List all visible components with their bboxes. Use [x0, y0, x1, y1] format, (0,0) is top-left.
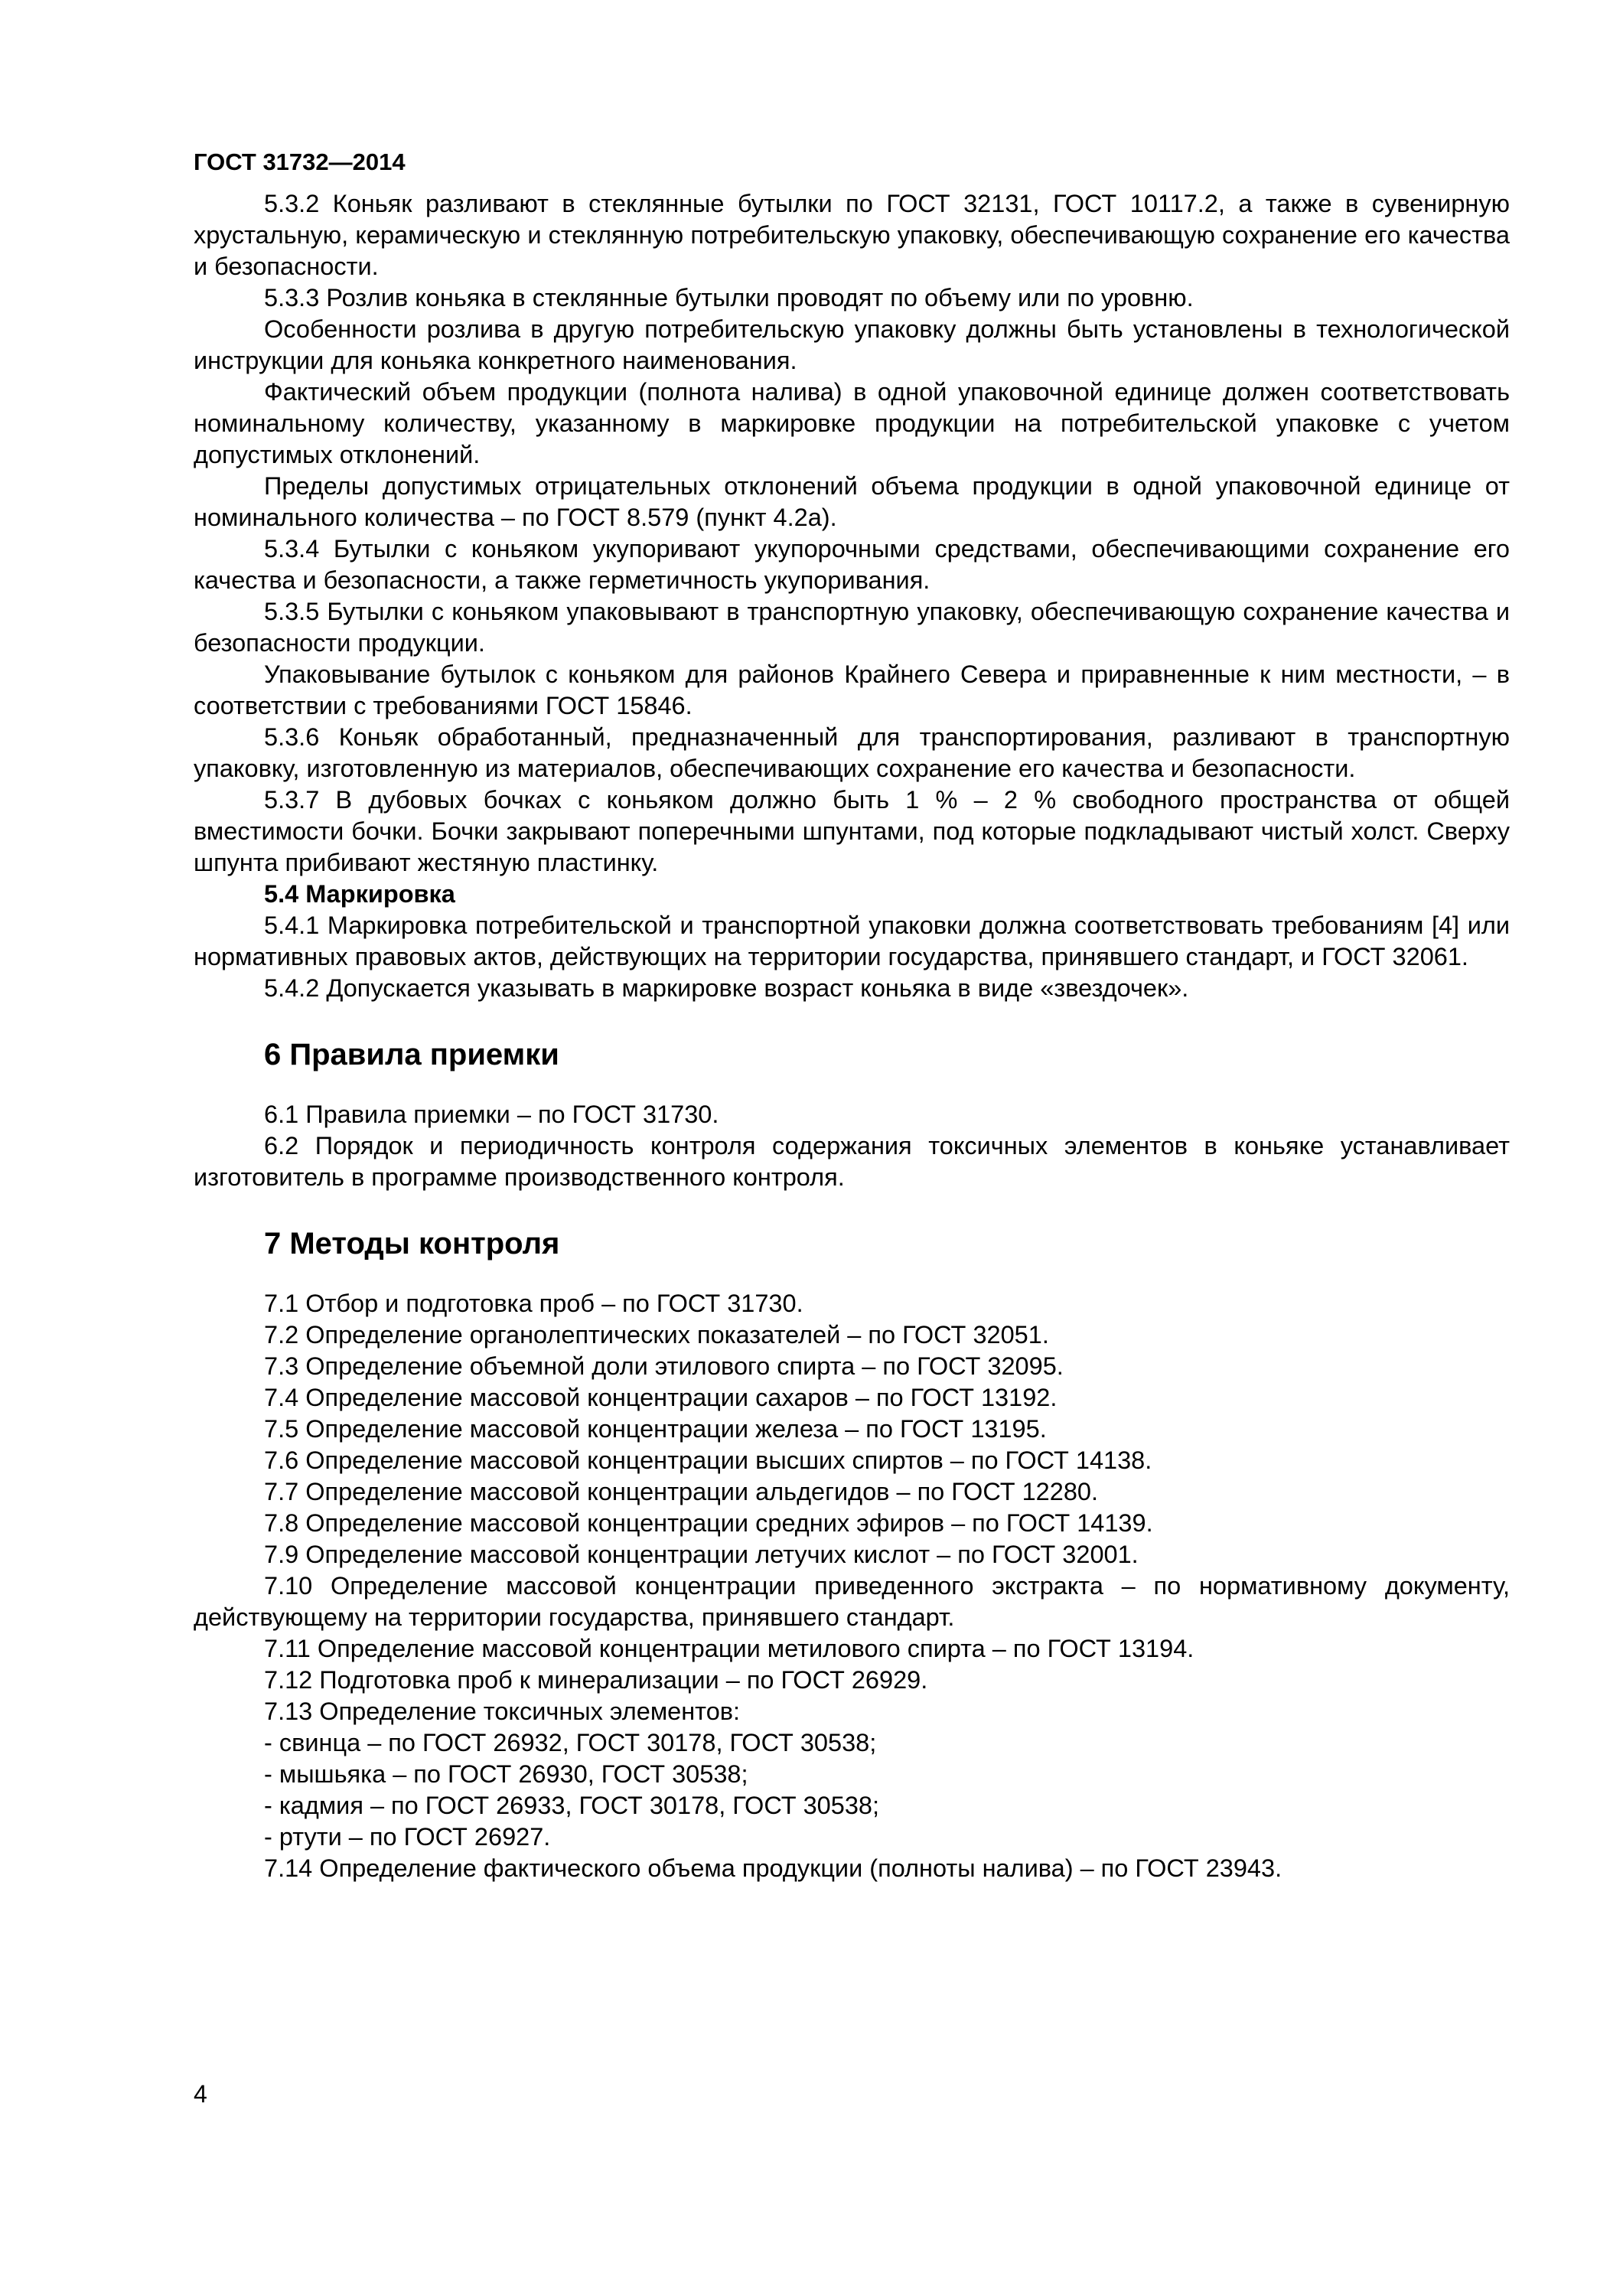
- control-methods-list: [194, 1288, 1510, 1570]
- list-item: - мышьяка – по ГОСТ 26930, ГОСТ 30538;: [264, 1760, 748, 1788]
- list-item: 7.4 Определение массовой концентрации сахаров – по ГОСТ 13192.: [264, 1384, 1058, 1411]
- paragraph-5-3-6: 5.3.6 Коньяк обработанный, предназначенный для транспортирования, разливают в транспортную упаковку, изготовленную из материалов, обеспечивающих сохранение его качества и безопасности.: [194, 723, 1510, 782]
- list-item: 7.8 Определение массовой концентрации средних эфиров – по ГОСТ 14139.: [264, 1509, 1153, 1537]
- paragraph-5-3-5: 5.3.5 Бутылки с коньяком упаковывают в транспортную упаковку, обеспечивающую сохранение качества и безопасности продукции.: [194, 598, 1510, 657]
- list-item: 7.9 Определение массовой концентрации летучих кислот – по ГОСТ 32001.: [264, 1541, 1139, 1568]
- paragraph-5-3-4: 5.3.4 Бутылки с коньяком укупоривают укупорочными средствами, обеспечивающими сохранение его качества и безопасности, а также герметичность укупоривания.: [194, 535, 1510, 594]
- list-item: 7.14 Определение фактического объема продукции (полноты налива) – по ГОСТ 23943.: [264, 1854, 1282, 1882]
- control-methods-list-continued: [194, 1633, 1510, 1884]
- subsection-heading-5-4: 5.4 Маркировка: [264, 880, 455, 908]
- list-item: - кадмия – по ГОСТ 26933, ГОСТ 30178, ГОСТ 30538;: [264, 1792, 880, 1819]
- list-item: - свинца – по ГОСТ 26932, ГОСТ 30178, ГОСТ 30538;: [264, 1729, 877, 1756]
- list-item: 7.11 Определение массовой концентрации метилового спирта – по ГОСТ 13194.: [264, 1635, 1194, 1662]
- list-item: 7.12 Подготовка проб к минерализации – по ГОСТ 26929.: [264, 1666, 928, 1694]
- list-item: 7.1 Отбор и подготовка проб – по ГОСТ 31730.: [264, 1290, 803, 1317]
- list-item: 7.5 Определение массовой концентрации железа – по ГОСТ 13195.: [264, 1415, 1047, 1443]
- section-5-body: [194, 188, 1510, 1004]
- list-item: 7.7 Определение массовой концентрации альдегидов – по ГОСТ 12280.: [264, 1478, 1099, 1505]
- paragraph-5-3-2: 5.3.2 Коньяк разливают в стеклянные бутылки по ГОСТ 32131, ГОСТ 10117.2, а также в сувенирную хрустальную, керамическую и стеклянную потребительскую упаковку, обеспечивающую сохранение его качества и безопасности.: [194, 190, 1510, 280]
- paragraph-5-3-3-actual-volume: Фактический объем продукции (полнота налива) в одной упаковочной единице должен соответствовать номинальному количеству, указанному в маркировке продукции на потребительской упаковке с учетом допустимых отклонений.: [194, 378, 1510, 468]
- list-item: 7.3 Определение объемной доли этилового спирта – по ГОСТ 32095.: [264, 1352, 1064, 1380]
- document-code-header: ГОСТ 31732—2014: [194, 148, 406, 175]
- document-page: [194, 145, 1510, 1884]
- list-item: 7.13 Определение токсичных элементов:: [264, 1698, 741, 1725]
- paragraph-5-4-2: 5.4.2 Допускается указывать в маркировке возраст коньяка в виде «звездочек».: [264, 974, 1189, 1002]
- list-item: 7.6 Определение массовой концентрации высших спиртов – по ГОСТ 14138.: [264, 1446, 1152, 1474]
- section-6-heading: 6 Правила приемки: [264, 1038, 559, 1071]
- paragraph-5-3-3-filling-other: Особенности розлива в другую потребительскую упаковку должны быть установлены в технологической инструкции для коньяка конкретного наименования.: [194, 315, 1510, 374]
- section-7-heading: 7 Методы контроля: [264, 1227, 560, 1261]
- paragraph-5-3-3-tolerance: Пределы допустимых отрицательных отклонений объема продукции в одной упаковочной единице от номинального количества – по ГОСТ 8.579 (пункт 4.2а).: [194, 472, 1510, 531]
- paragraph-6-2: 6.2 Порядок и периодичность контроля содержания токсичных элементов в коньяке устанавливает изготовитель в программе производственного контроля.: [194, 1132, 1510, 1191]
- paragraph-6-1: 6.1 Правила приемки – по ГОСТ 31730.: [264, 1101, 719, 1128]
- paragraph-5-3-5-far-north: Упаковывание бутылок с коньяком для районов Крайнего Севера и приравненные к ним местности, – в соответствии с требованиями ГОСТ 15846.: [194, 660, 1510, 719]
- paragraph-5-3-7: 5.3.7 В дубовых бочках с коньяком должно быть 1 % – 2 % свободного пространства от общей вместимости бочки. Бочки закрывают поперечными шпунтами, под которые подкладывают чистый холст. Сверху шпунта прибивают жестяную пластинку.: [194, 786, 1510, 876]
- paragraph-5-3-3: 5.3.3 Розлив коньяка в стеклянные бутылки проводят по объему или по уровню.: [264, 284, 1194, 311]
- list-item: - ртути – по ГОСТ 26927.: [264, 1823, 551, 1851]
- paragraph-7-10: 7.10 Определение массовой концентрации приведенного экстракта – по нормативному документу, действующему на территории государства, принявшего стандарт.: [194, 1572, 1510, 1631]
- page-number: 4: [194, 2080, 207, 2108]
- paragraph-5-4-1: 5.4.1 Маркировка потребительской и транспортной упаковки должна соответствовать требованиям [4] или нормативных правовых актов, действующих на территории государства, принявшего стандарт, и ГОСТ 32061.: [194, 912, 1510, 970]
- list-item: 7.2 Определение органолептических показателей – по ГОСТ 32051.: [264, 1321, 1049, 1349]
